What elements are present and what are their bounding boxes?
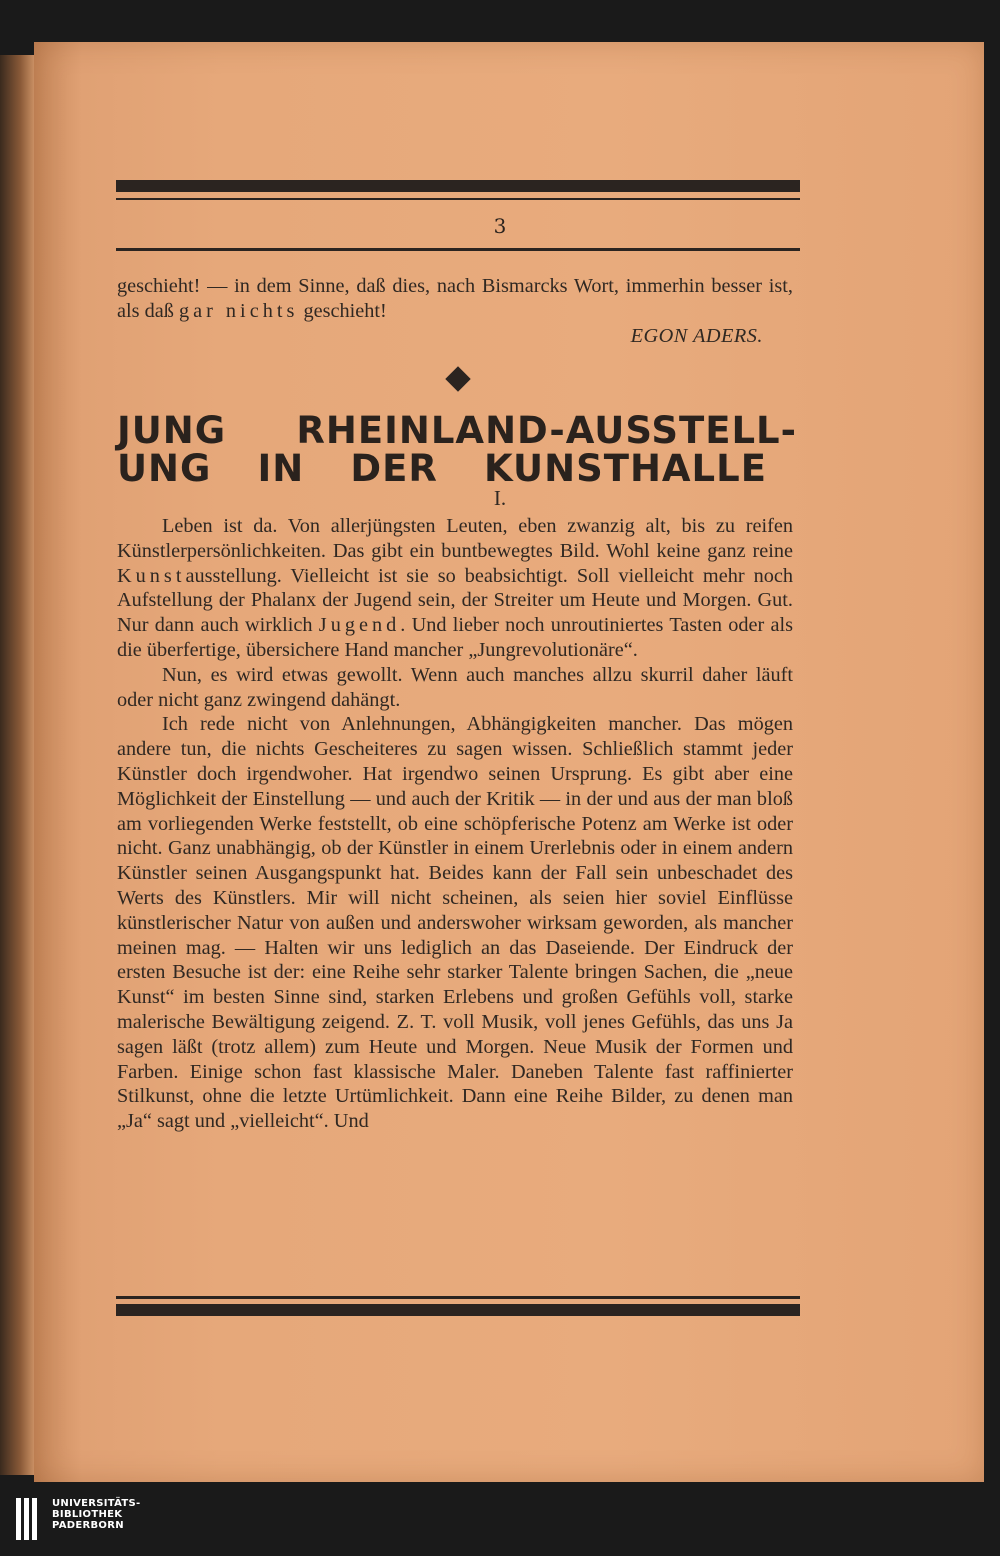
- bottom-thin-rule: [116, 1296, 800, 1299]
- top-thin-rule: [116, 198, 800, 200]
- section-number: I.: [493, 486, 507, 510]
- spaced-emphasis: Jugend: [318, 614, 401, 637]
- article-body: [117, 514, 793, 1134]
- paragraph-3: Ich rede nicht von Anlehnungen, Abhängigkeiten mancher. Das mögen andere tun, die nichts Gescheiteres zu sagen wissen. Schließlich stammt jeder Künstler doch irgendwoher. Hat irgendwo seinen Ursprung. Es gibt aber eine Möglichkeit der Einstellung — und auch der Kritik — in der und aus der man bloß am vorliegenden Werke feststellt, ob eine schöpferische Potenz am Werke ist oder nicht. Ganz unabhängig, ob der Künstler in einem Urerlebnis oder in einem andern Künstler seinen Ausgangspunkt hat. Beides kann der Fall sein unbeschadet des Werts des Künstlers. Mir will nicht scheinen, als seien hier soviel Einflüsse künstlerischer Natur von außen und anderswoher wirksam geworden, als mancher meinen mag. — Halten wir uns lediglich an das Daseiende. Der Eindruck der ersten Besuche ist der: eine Reihe sehr starker Talente bringen Sachen, die „neue Kunst“ im besten Sinne sind, starken Erlebens und großen Gefühls voll, starke malerische Bewältigung zeigend. Z. T. voll Musik, voll jenes Gefühls, das uns Ja sagen läßt (trotz allem) zum Heute und Morgen. Neue Musik der Formen und Farben. Einige schon fast klassische Maler. Daneben Talente fast raffinierter Stilkunst, ohne die letzte Urtümlichkeit. Dann eine Reihe Bilder, zu denen man „Ja“ sagt und „vielleicht“. Und: [117, 713, 793, 1133]
- headline-line-2: UNG IN DER KUNSTHALLE: [117, 447, 767, 490]
- page-number: 3: [493, 214, 507, 238]
- spaced-emphasis: Kunst: [117, 564, 186, 587]
- library-logo-text: UNIVERSITÄTS- BIBLIOTHEK PADERBORN: [52, 1498, 141, 1531]
- continuation-text: [117, 274, 793, 348]
- bottom-ornamental-rule: [116, 1304, 800, 1316]
- headline-line-1: JUNG RHEINLAND-AUSSTELL-: [117, 409, 797, 452]
- article-headline: [117, 409, 797, 490]
- paragraph-1: Leben ist da. Von allerjüngsten Leuten, eben zwanzig alt, bis zu reifen Künstlerpersönlichkeiten. Das gibt ein buntbewegtes Bild. Wohl keine ganz reine Kunstausstellung. Vielleicht ist sie so beabsichtigt. Soll vielleicht mehr noch Aufstellung der Phalanx der Jugend sein, der Streiter um Heute und Morgen. Gut. Nur dann auch wirklich Jugend. Und lieber noch unroutiniertes Tasten oder als die überfertige, übersichere Hand mancher „Jungrevolutionäre“.: [117, 515, 793, 661]
- header-rule: [116, 248, 800, 251]
- adjacent-page-edge: [0, 55, 34, 1475]
- spaced-emphasis: gar nichts: [178, 299, 299, 322]
- author-signature: EGON ADERS.: [630, 324, 763, 347]
- paragraph-2: Nun, es wird etwas gewollt. Wenn auch manches allzu skurril daher läuft oder nicht ganz zwingend dahängt.: [117, 663, 793, 711]
- top-ornamental-rule: [116, 180, 800, 192]
- library-logo-icon: [16, 1498, 42, 1540]
- continuation-paragraph: geschieht! — in dem Sinne, daß dies, nach Bismarcks Wort, immerhin besser ist, als daß gar nichts geschieht!: [117, 275, 793, 322]
